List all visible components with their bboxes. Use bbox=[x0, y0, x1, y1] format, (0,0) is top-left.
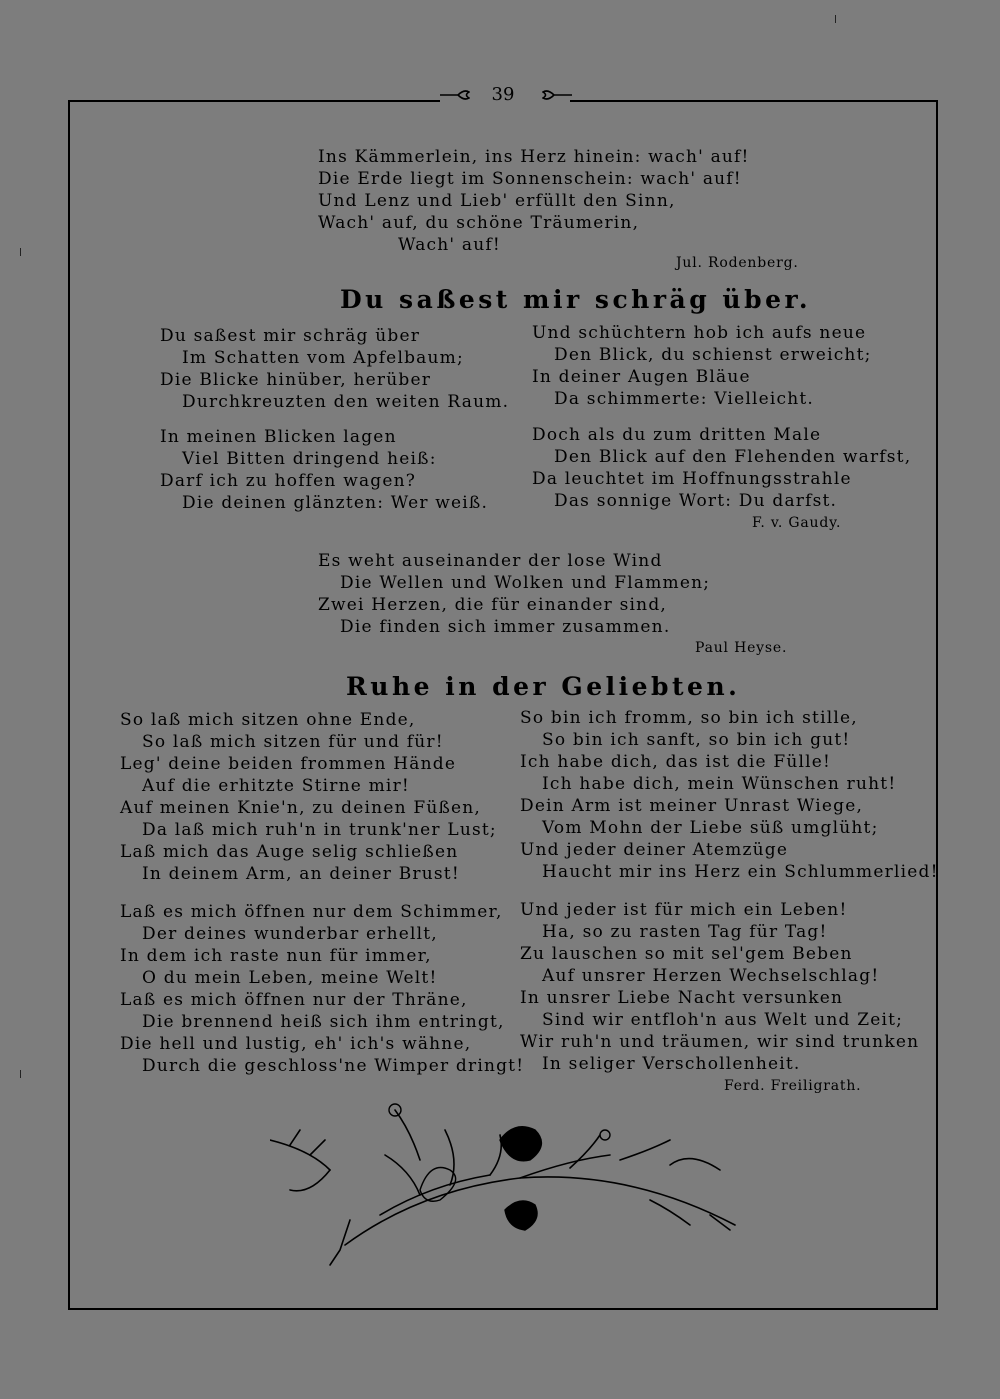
poem-rodenberg bbox=[318, 146, 750, 256]
verse-line: Den Blick, du schienst erweicht; bbox=[554, 345, 872, 365]
verse-line: Die Wellen und Wolken und Flammen; bbox=[340, 573, 711, 593]
verse-line: Dein Arm ist meiner Unrast Wiege, bbox=[520, 796, 864, 816]
freiligrath-left-stanza-2 bbox=[120, 901, 524, 1077]
verse-line: So bin ich fromm, so bin ich stille, bbox=[520, 708, 858, 728]
verse-line: Durchkreuzten den weiten Raum. bbox=[182, 392, 510, 412]
verse-line: Die Blicke hinüber, herüber bbox=[160, 370, 432, 390]
verse-line: Durch die geschloss'ne Wimper dringt! bbox=[142, 1056, 525, 1076]
margin-mark bbox=[20, 1070, 21, 1078]
verse-line: Das sonnige Wort: Du darfst. bbox=[554, 491, 838, 511]
verse-line: Auf meinen Knie'n, zu deinen Füßen, bbox=[120, 798, 482, 818]
gaudy-left-stanza-1 bbox=[160, 325, 509, 413]
verse-line: Der deines wunderbar erhellt, bbox=[142, 924, 438, 944]
freiligrath-right-stanza-1 bbox=[520, 707, 939, 883]
verse-line: Darf ich zu hoffen wagen? bbox=[160, 471, 417, 491]
margin-mark bbox=[835, 15, 836, 23]
verse-line: So bin ich sanft, so bin ich gut! bbox=[542, 730, 851, 750]
verse-line: Im Schatten vom Apfelbaum; bbox=[182, 348, 464, 368]
verse-line: In seliger Verschollenheit. bbox=[542, 1054, 801, 1074]
verse-line: Ha, so zu rasten Tag für Tag! bbox=[542, 922, 828, 942]
verse-line: Auf die erhitzte Stirne mir! bbox=[142, 776, 410, 796]
verse-line: Zu lauschen so mit sel'gem Beben bbox=[520, 944, 853, 964]
left-ornament-icon bbox=[440, 89, 470, 101]
verse-line: So laß mich sitzen ohne Ende, bbox=[120, 710, 416, 730]
verse-line: Da laß mich ruh'n in trunk'ner Lust; bbox=[142, 820, 497, 840]
poem-heyse bbox=[318, 550, 710, 638]
verse-line: Ich habe dich, das ist die Fülle! bbox=[520, 752, 832, 772]
verse-line: Doch als du zum dritten Male bbox=[532, 425, 822, 445]
verse-line: Du saßest mir schräg über bbox=[160, 326, 421, 346]
title-gaudy: Du saßest mir schräg über. bbox=[340, 285, 812, 314]
verse-line: Da schimmerte: Vielleicht. bbox=[554, 389, 815, 409]
verse-line: Viel Bitten dringend heiß: bbox=[182, 449, 437, 469]
verse-line: Auf unsrer Herzen Wechselschlag! bbox=[542, 966, 880, 986]
right-ornament-icon bbox=[542, 89, 572, 101]
floral-vignette-icon bbox=[270, 1100, 740, 1270]
verse-line: Und Lenz und Lieb' erfüllt den Sinn, bbox=[318, 191, 676, 211]
verse-line: In dem ich raste nun für immer, bbox=[120, 946, 432, 966]
margin-mark bbox=[20, 248, 21, 256]
verse-line: Sind wir entfloh'n aus Welt und Zeit; bbox=[542, 1010, 904, 1030]
verse-line: Die brennend heiß sich ihm entringt, bbox=[142, 1012, 505, 1032]
verse-line: Und jeder deiner Atemzüge bbox=[520, 840, 789, 860]
verse-line: Leg' deine beiden frommen Hände bbox=[120, 754, 457, 774]
verse-line: Ins Kämmerlein, ins Herz hinein: wach' auf! bbox=[318, 147, 750, 167]
verse-line: Laß es mich öffnen nur der Thräne, bbox=[120, 990, 468, 1010]
author-freiligrath: Ferd. Freiligrath. bbox=[724, 1078, 862, 1094]
verse-line: In unsrer Liebe Nacht versunken bbox=[520, 988, 844, 1008]
verse-line: Die hell und lustig, eh' ich's wähne, bbox=[120, 1034, 472, 1054]
verse-line: Wir ruh'n und träumen, wir sind trunken bbox=[520, 1032, 920, 1052]
verse-line: O du mein Leben, meine Welt! bbox=[142, 968, 438, 988]
gaudy-right-stanza-1 bbox=[532, 322, 872, 410]
gaudy-right-stanza-2 bbox=[532, 424, 911, 512]
verse-line: Wach' auf, du schöne Träumerin, bbox=[318, 213, 640, 233]
verse-line: In meinen Blicken lagen bbox=[160, 427, 397, 447]
author-rodenberg: Jul. Rodenberg. bbox=[676, 255, 799, 271]
verse-line: Den Blick auf den Flehenden warfst, bbox=[554, 447, 912, 467]
verse-line: Vom Mohn der Liebe süß umglüht; bbox=[542, 818, 879, 838]
verse-line: Die deinen glänzten: Wer weiß. bbox=[182, 493, 489, 513]
verse-line: Wach' auf! bbox=[398, 235, 501, 255]
verse-line: Ich habe dich, mein Wünschen ruht! bbox=[542, 774, 897, 794]
verse-line: Zwei Herzen, die für einander sind, bbox=[318, 595, 668, 615]
verse-line: In deiner Augen Bläue bbox=[532, 367, 751, 387]
verse-line: Die Erde liegt im Sonnenschein: wach' auf! bbox=[318, 169, 742, 189]
verse-line: Laß mich das Auge selig schließen bbox=[120, 842, 459, 862]
verse-line: So laß mich sitzen für und für! bbox=[142, 732, 444, 752]
freiligrath-left-stanza-1 bbox=[120, 709, 497, 885]
gaudy-left-stanza-2 bbox=[160, 426, 488, 514]
author-heyse: Paul Heyse. bbox=[695, 640, 788, 656]
verse-line: Laß es mich öffnen nur dem Schimmer, bbox=[120, 902, 503, 922]
freiligrath-right-stanza-2 bbox=[520, 899, 919, 1075]
verse-line: In deinem Arm, an deiner Brust! bbox=[142, 864, 460, 884]
page-number: 39 bbox=[491, 84, 515, 105]
author-gaudy: F. v. Gaudy. bbox=[752, 515, 842, 531]
verse-line: Und jeder ist für mich ein Leben! bbox=[520, 900, 848, 920]
verse-line: Die finden sich immer zusammen. bbox=[340, 617, 671, 637]
verse-line: Haucht mir ins Herz ein Schlummerlied! bbox=[542, 862, 939, 882]
verse-line: Da leuchtet im Hoffnungsstrahle bbox=[532, 469, 852, 489]
verse-line: Es weht auseinander der lose Wind bbox=[318, 551, 663, 571]
title-freiligrath: Ruhe in der Geliebten. bbox=[346, 672, 741, 701]
verse-line: Und schüchtern hob ich aufs neue bbox=[532, 323, 867, 343]
